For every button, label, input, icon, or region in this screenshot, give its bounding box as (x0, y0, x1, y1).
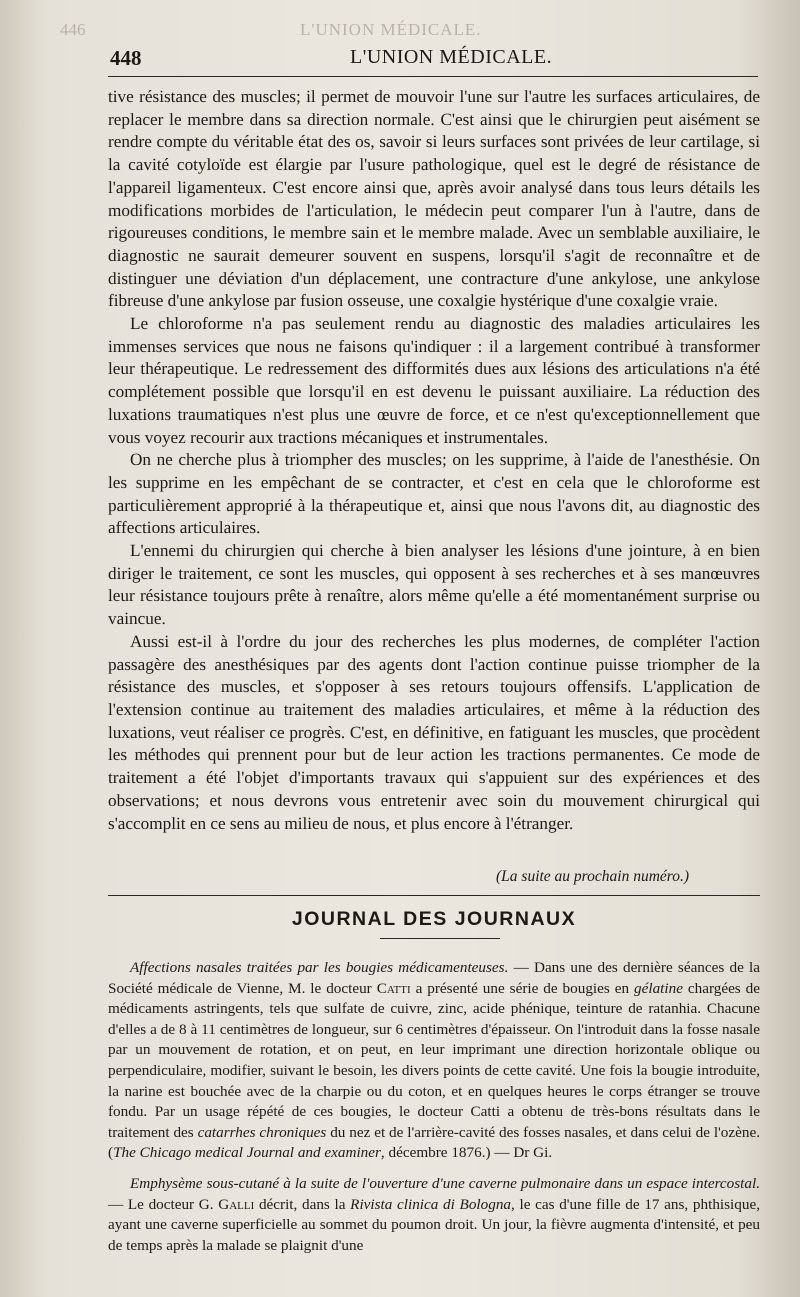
article-body (108, 86, 760, 835)
bleed-through-running-title: L'UNION MÉDICALE. (300, 20, 482, 39)
abstract-text: , décembre 1876.) — Dr Gi. (380, 1144, 553, 1162)
journal-source: The Chicago medical Journal and examiner (113, 1144, 381, 1162)
author-name: Galli (218, 1195, 255, 1213)
header-rule (108, 76, 758, 77)
author-name: Catti (376, 979, 411, 997)
running-title: L'UNION MÉDICALE. (350, 46, 553, 68)
abstract-text: décrit, dans la (254, 1195, 351, 1213)
abstract-text: — Dans une des dernière séances de la Société médicale de Vienne, M. le docteur (108, 959, 761, 997)
abstract-term: catarrhes chroniques (197, 1123, 327, 1141)
section-title: JOURNAL DES JOURNAUX (291, 908, 577, 930)
abstract-heading: Affections nasales traitées par les bougies médicamenteuses. (130, 959, 509, 976)
abstract-emphysema (108, 1174, 760, 1256)
paragraph-1: tive résistance des muscles; il permet de mouvoir l'une sur l'autre les surfaces articulaires, de replacer le membre dans sa direction normale. C'est ainsi que le chirurgien peut aisément se rendre compte du véritable état des os, savoir si leurs surfaces sont privées de leur cartilage, si la cavité cotyloïde est élargie par l'usure pathologique, quel est le degré de résistance de l'appareil ligamenteux. C'est encore ainsi que, après avoir analysé dans tous leurs détails les modifications morbides de l'articulation, le médecin peut comparer l'un à l'autre, dans de rigoureuses conditions, le membre sain et le membre malade. Avec un semblable auxiliaire, le diagnostic ne saurait demeurer souvent en suspens, lorsqu'il s'agit de reconnaître et de distinguer une déviation d'un déplacement, une contracture d'une ankylose, une ankylose fibreuse d'une ankylose par fusion osseuse, une coxalgie hystérique d'une coxalgie vraie. (108, 87, 760, 311)
abstract-term: gélatine (634, 979, 683, 997)
abstract-nasal-bougies (108, 958, 760, 1164)
section-rule (108, 895, 760, 896)
paragraph-3: On ne cherche plus à triompher des muscles; on les supprime, à l'aide de l'anesthésie. On les supprime en les empêchant de se contracter, et c'est en cela que le chloroforme est particulièrement approprié à la thérapeutique et, ainsi que nous l'avons dit, au diagnostic des affections articulaires. (108, 450, 760, 538)
continuation-note: (La suite au prochain numéro.) (496, 868, 690, 885)
section-title-underline (380, 938, 500, 939)
paragraph-4: L'ennemi du chirurgien qui cherche à bien analyser les lésions d'une jointure, à en bien diriger le traitement, ce sont les muscles, qui opposent à ses recherches et à ses manœuvres leur résistance toujours prête à renaître, alors même qu'elle a été momentanément surprise ou vaincue. (108, 541, 760, 629)
page-header (110, 46, 760, 74)
abstract-text: , le cas d'une fille de 17 ans, phthisique, ayant une caverne superficielle au sommet du poumon droit. Un jour, la fièvre augmenta d'intensité, et peu de temps après la malade se plaignit d'une (108, 1195, 760, 1254)
abstract-heading: Emphysème sous-cutané à la suite de l'ouverture d'une caverne pulmonaire dans un espace intercostal. (130, 1174, 760, 1192)
abstract-text: a présenté une série de bougies en (410, 979, 635, 997)
journal-abstracts (108, 958, 760, 1256)
page-number: 448 (110, 46, 142, 70)
abstract-text: chargées de médicaments astringents, tels que sulfate de cuivre, zinc, acide phénique, teinture de ratanhia. Chacune d'elles a de 8 à 11 centimètres de longueur, sur 6 centimètres d'épaisseur. On l'introduit dans la fosse nasale par un mouvement de rotation, et on peut, en leur imprimant une direction horizontale oblique ou perpendiculaire, modifier, suivant le besoin, les divers points de cette cavité. Une fois la bougie introduite, la narine est bouchée avec de la charpie ou du coton, et en quelques heures le corps étranger se trouve fondu. Par un usage répété de ces bougies, le docteur Catti a obtenu de très-bons résultats dans le traitement des (108, 979, 760, 1141)
paragraph-5: Aussi est-il à l'ordre du jour des recherches les plus modernes, de compléter l'action passagère des anesthésiques par des agents dont l'action continue puisse triompher de la résistance des muscles, et s'opposer à ses retours toujours offensifs. L'application de l'extension continue au traitement des maladies articulaires, et même à la réduction des luxations, veut réaliser ce progrès. C'est, en définitive, en fatiguant les muscles, que procèdent les méthodes qui prennent pour but de leur action les tractions permanentes. Ce mode de traitement a été l'objet d'importants travaux qui s'appuient sur des expériences et des observations; et nous devrons vous entretenir avec soin du mouvement chirurgical qui s'accomplit en ce sens au milieu de nous, et plus encore à l'étranger. (108, 631, 760, 833)
abstract-text: — Le docteur G. (108, 1195, 219, 1213)
bleed-through-page-number: 446 (60, 20, 86, 39)
paragraph-2: Le chloroforme n'a pas seulement rendu au diagnostic des maladies articulaires les immenses services que nous ne faisons qu'indiquer : il a largement contribué à transformer leur thérapeutique. Le redressement des difformités dues aux lésions des articulations n'a été complétement possible que lorsqu'il en est devenu le puissant auxiliaire. La réduction des luxations traumatiques n'est plus une œuvre de force, et ce n'est qu'exceptionnellement que vous voyez recourir aux tractions mécaniques et instrumentales. (108, 314, 760, 447)
abstract-text: du nez et de l'arrière-cavité des fosses nasales, et dans celui de l'ozène. ( (108, 1123, 761, 1162)
journal-source: Rivista clinica di Bologna (350, 1195, 512, 1213)
